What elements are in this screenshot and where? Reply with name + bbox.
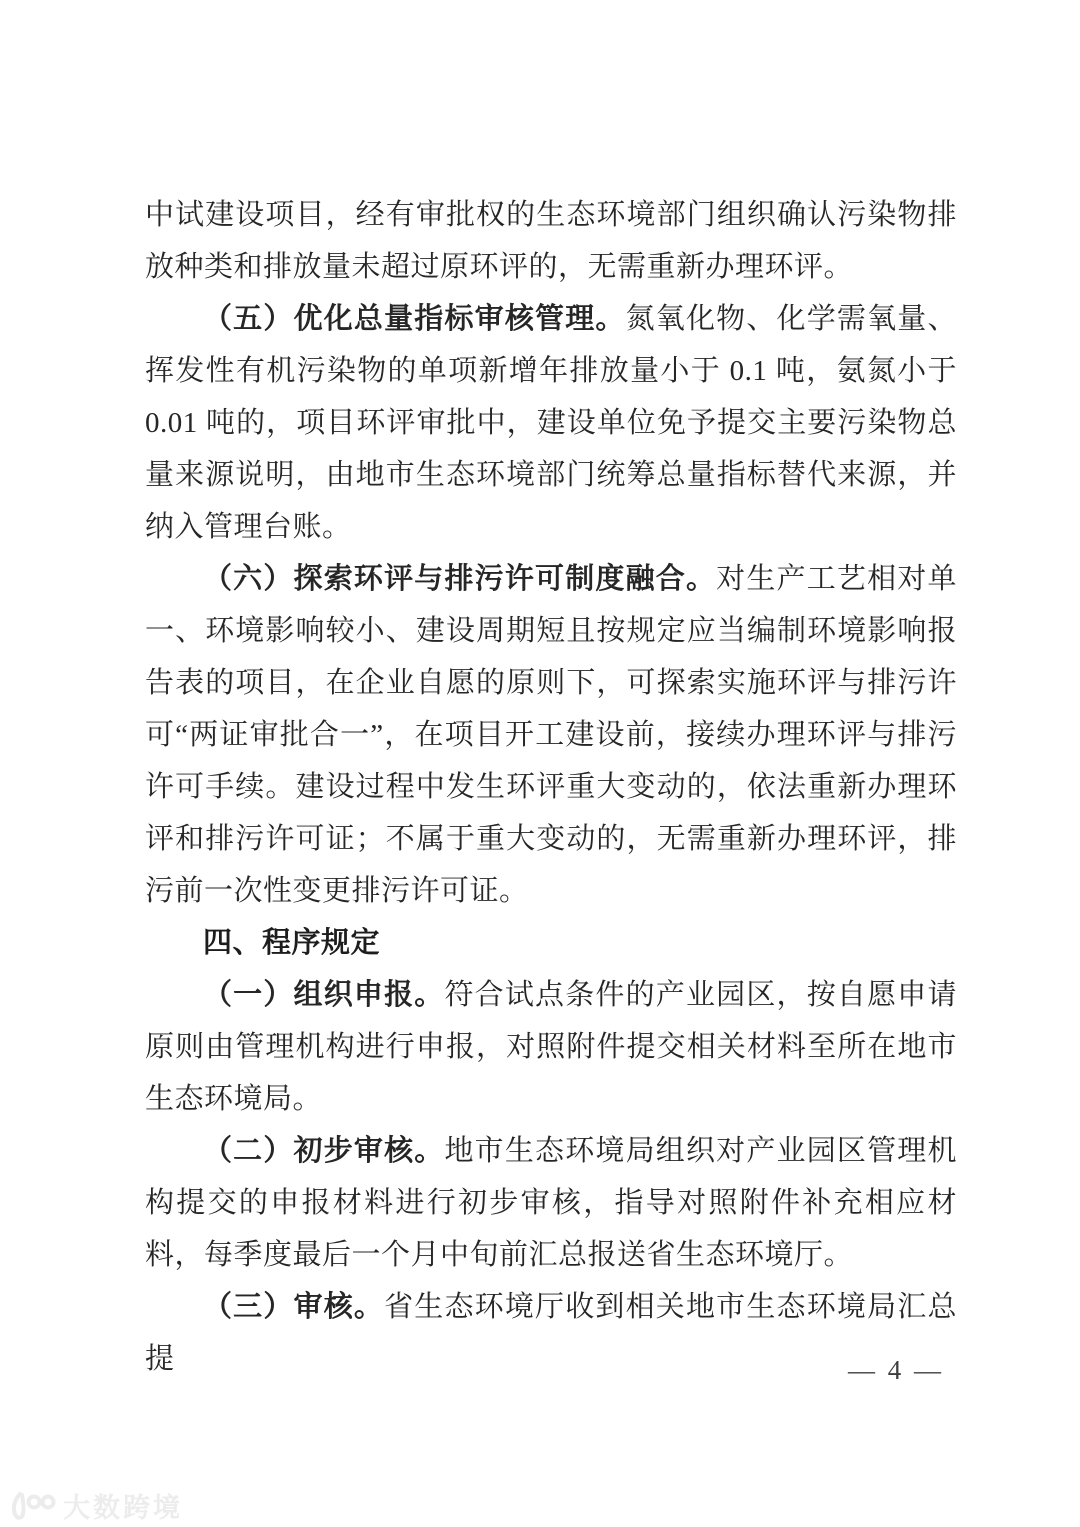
paragraph-text: 中试建设项目，经有审批权的生态环境部门组织确认污染物排放种类和排放量未超过原环评的，无需重新办理环评。 <box>145 199 957 283</box>
paragraph-continuation <box>145 189 957 293</box>
paragraph-lead: （六）探索环评与排污许可制度融合。 <box>203 563 717 595</box>
paragraph-sec4-item-3 <box>145 1281 957 1385</box>
paragraph-lead: （二）初步审核。 <box>203 1135 445 1167</box>
page-number: — 4 — <box>848 1355 944 1385</box>
watermark <box>10 1486 183 1525</box>
document-text-block <box>145 189 957 1385</box>
paragraph-lead: （三）审核。 <box>203 1291 385 1323</box>
brand-100-logo-icon <box>10 1490 56 1522</box>
paragraph-text: 符合试点条件的产业园区，按自愿申请原则由管理机构进行申报，对照附件提交相关材料至所在地市生态环境局。 <box>145 979 957 1115</box>
paragraph-lead: （五）优化总量指标审核管理。 <box>203 303 626 335</box>
paragraph-sec4-item-2 <box>145 1125 957 1281</box>
paragraph-text: 氮氧化物、化学需氧量、挥发性有机污染物的单项新增年排放量小于 0.1 吨，氨氮小于 0.01 吨的，项目环评审批中，建设单位免予提交主要污染物总量来源说明，由地市生态环境部门统筹总量指标替代来源，并纳入管理台账。 <box>145 303 957 543</box>
paragraph-text: 省生态环境厅收到相关地市生态环境局汇总提 <box>145 1291 957 1375</box>
paragraph-item-5 <box>145 293 957 553</box>
paragraph-item-6 <box>145 553 957 917</box>
paragraph-text: 地市生态环境局组织对产业园区管理机构提交的申报材料进行初步审核，指导对照附件补充相应材料，每季度最后一个月中旬前汇总报送省生态环境厅。 <box>145 1135 957 1271</box>
paragraph-sec4-item-1 <box>145 969 957 1125</box>
watermark-text: 大数跨境 <box>63 1493 183 1523</box>
paragraph-text: 对生产工艺相对单一、环境影响较小、建设周期短且按规定应当编制环境影响报告表的项目，在企业自愿的原则下，可探索实施环评与排污许可“两证审批合一”，在项目开工建设前，接续办理环评与排污许可手续。建设过程中发生环评重大变动的，依法重新办理环评和排污许可证；不属于重大变动的，无需重新办理环评，排污前一次性变更排污许可证。 <box>145 563 957 907</box>
section-heading-4: 四、程序规定 <box>203 927 381 959</box>
paragraph-lead: （一）组织申报。 <box>203 979 445 1011</box>
